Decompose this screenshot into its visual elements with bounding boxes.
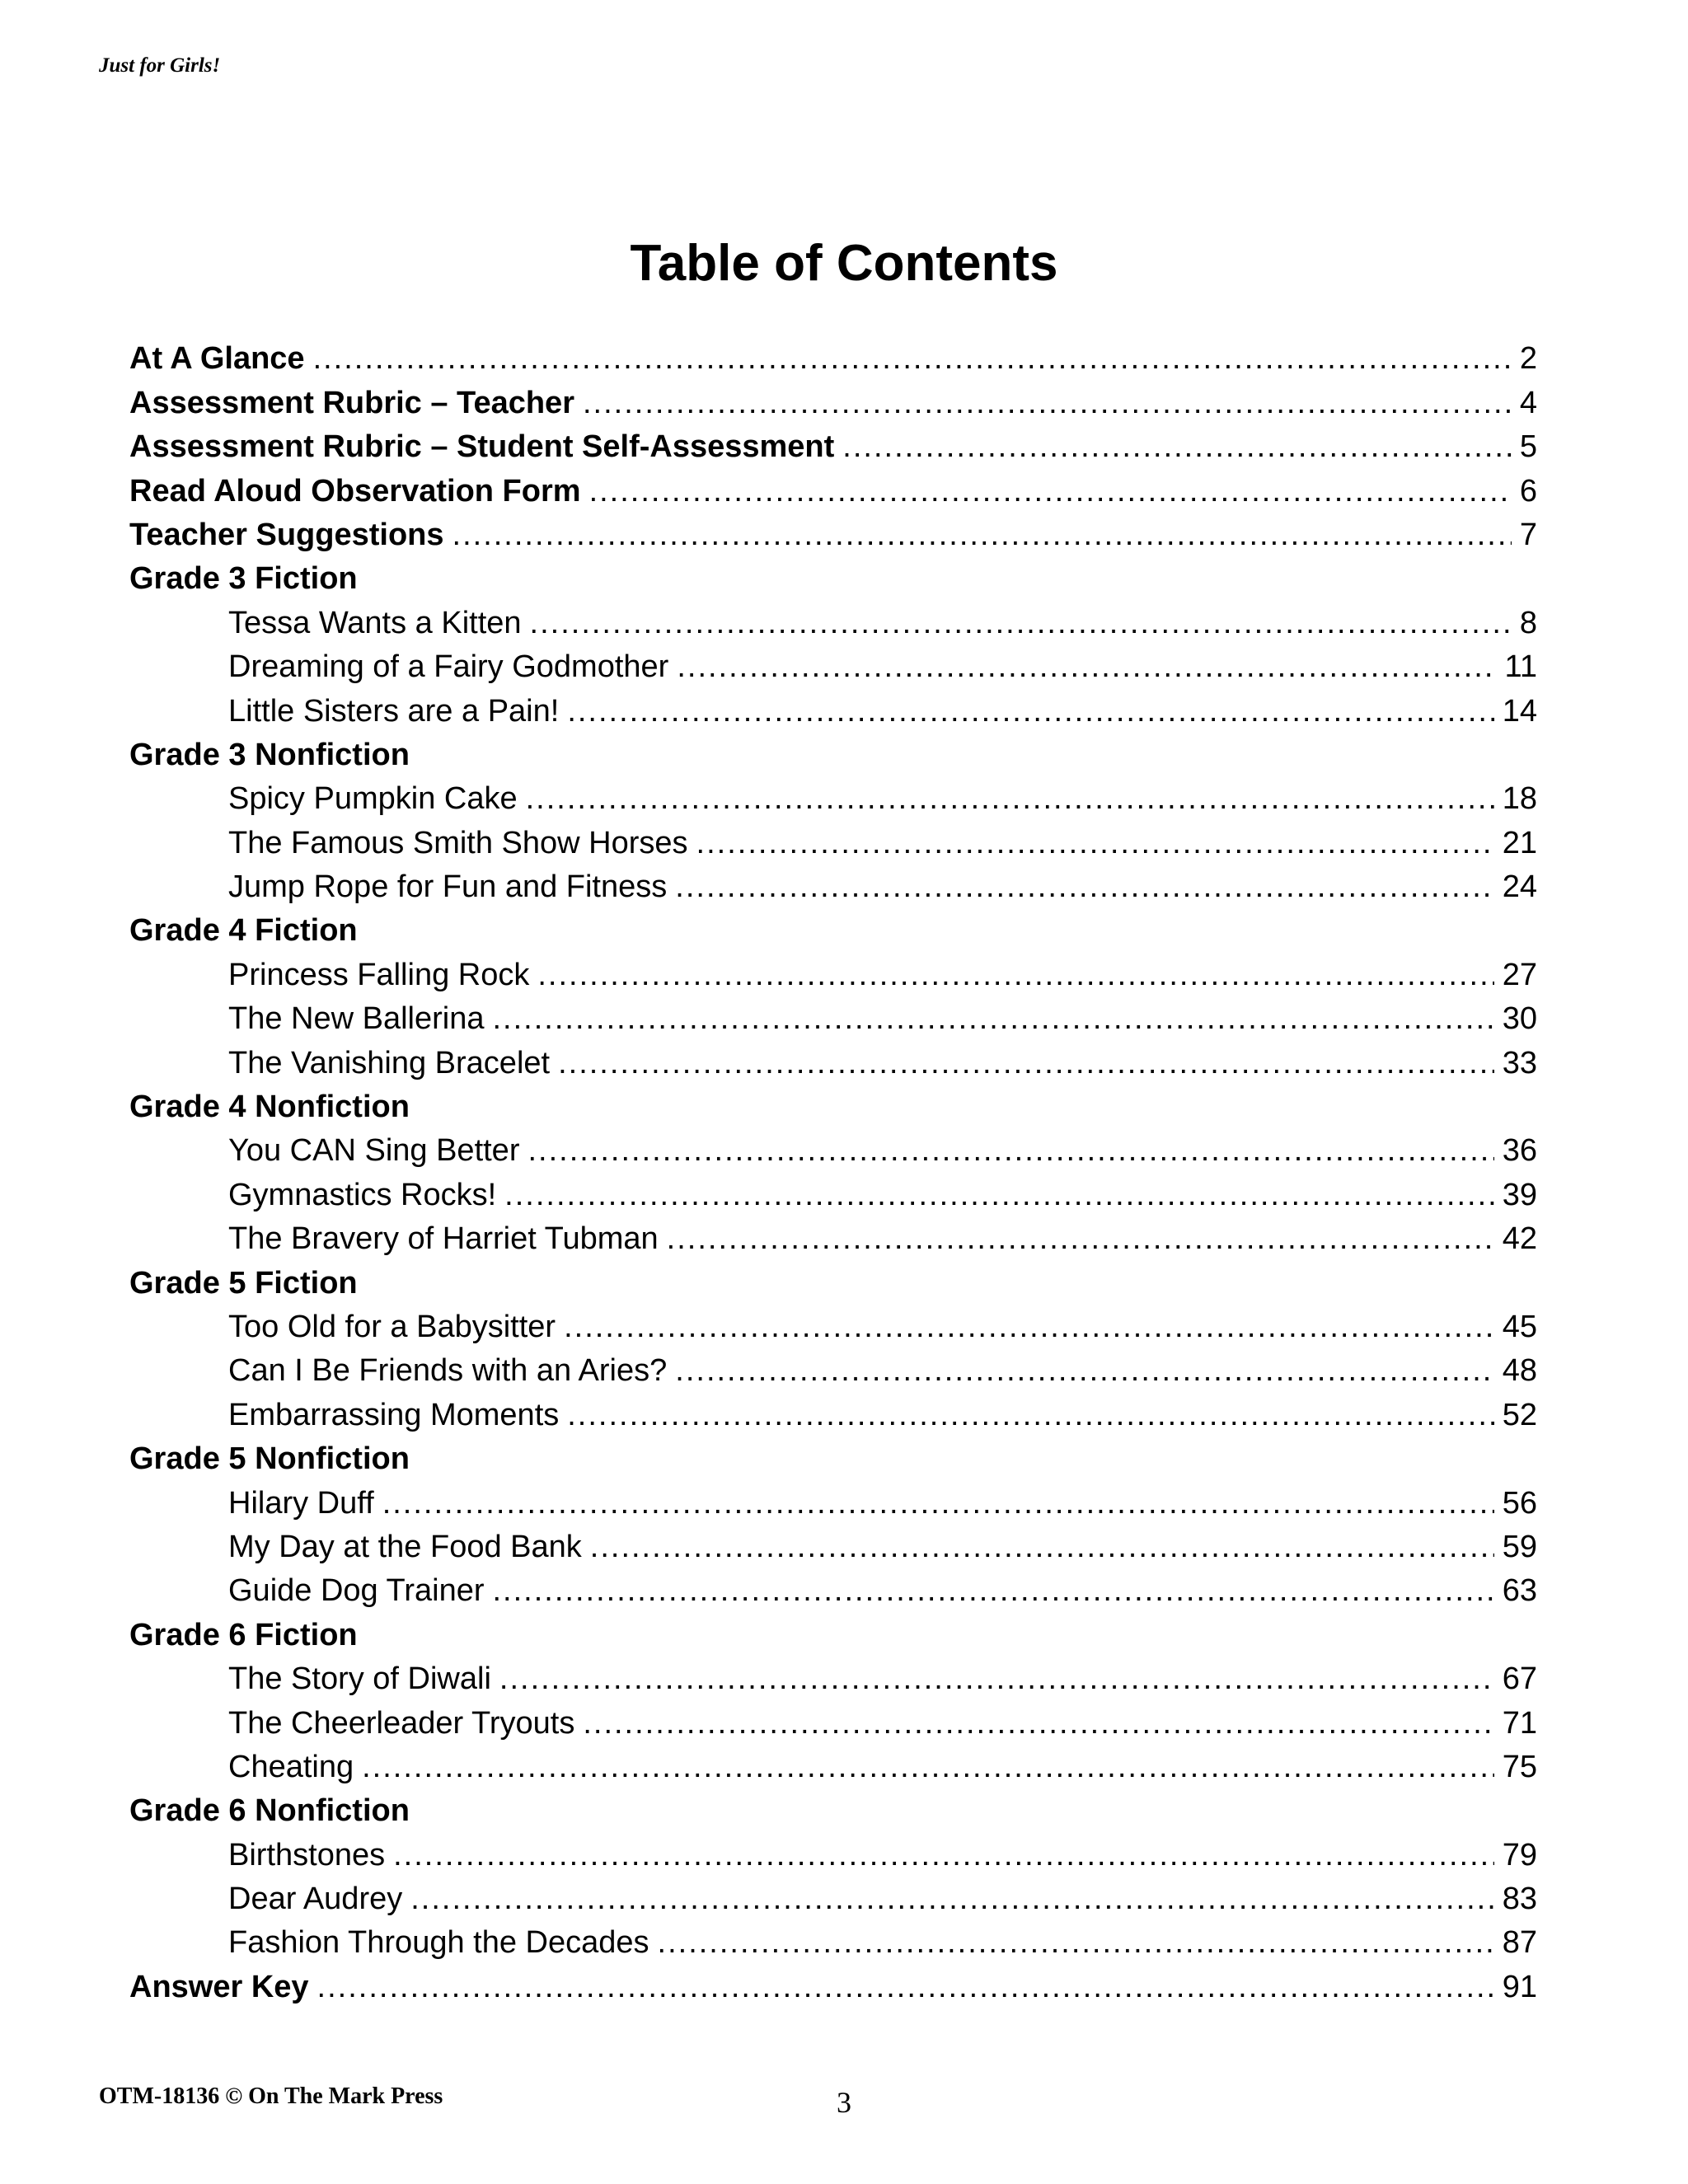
- toc-page-number: 45: [1502, 1309, 1537, 1344]
- toc-entry-title: Jump Rope for Fun and Fitness: [228, 869, 668, 905]
- toc-entry-title: Little Sisters are a Pain!: [228, 693, 560, 729]
- toc-page-number: 5: [1519, 429, 1537, 465]
- toc-section-heading: [129, 1610, 1537, 1653]
- dot-leader: [382, 1484, 1494, 1522]
- toc-entry-title: Assessment Rubric – Student Self-Assessment: [129, 429, 835, 465]
- dot-leader: [677, 648, 1496, 686]
- toc-entry: [129, 1478, 1537, 1521]
- toc-entry: [129, 1742, 1537, 1786]
- toc-page-number: 36: [1502, 1133, 1537, 1169]
- toc-entry-title: Grade 6 Fiction: [129, 1617, 358, 1652]
- toc-entry-title: The Story of Diwali: [228, 1661, 491, 1697]
- toc-page-number: 4: [1519, 385, 1537, 420]
- dot-leader: [493, 1572, 1494, 1610]
- toc-entry-title: At A Glance: [129, 341, 305, 377]
- toc-section-entry: [129, 377, 1537, 421]
- toc-entry: [129, 862, 1537, 906]
- toc-entry-title: Cheating: [228, 1749, 354, 1784]
- toc-page-number: 6: [1519, 473, 1537, 509]
- dot-leader: [590, 1528, 1494, 1566]
- dot-leader: [675, 868, 1493, 906]
- toc-entry-title: Grade 4 Nonfiction: [129, 1090, 410, 1125]
- toc-page-number: 63: [1502, 1573, 1537, 1609]
- toc-entry: [129, 1038, 1537, 1081]
- toc-entry: [129, 598, 1537, 641]
- toc-page-number: 8: [1519, 605, 1537, 640]
- toc-entry: [129, 1874, 1537, 1918]
- toc-entry: [129, 949, 1537, 993]
- toc-entry-title: Read Aloud Observation Form: [129, 473, 581, 509]
- dot-leader: [567, 1396, 1493, 1434]
- dot-leader: [393, 1836, 1494, 1874]
- toc-page-number: 52: [1502, 1397, 1537, 1432]
- toc-entry-title: My Day at the Food Bank: [228, 1529, 582, 1564]
- toc-entry: [129, 774, 1537, 818]
- toc-entry-title: Teacher Suggestions: [129, 517, 444, 552]
- toc-page-number: 18: [1502, 781, 1537, 817]
- toc-page-number: 42: [1502, 1221, 1537, 1257]
- toc-entry-title: Hilary Duff: [228, 1485, 374, 1521]
- toc-entry-title: The Cheerleader Tryouts: [228, 1705, 575, 1741]
- dot-leader: [658, 1924, 1494, 1961]
- toc-section-entry: [129, 1961, 1537, 2005]
- dot-leader: [499, 1660, 1494, 1698]
- dot-leader: [537, 956, 1493, 994]
- toc-page-number: 39: [1502, 1177, 1537, 1212]
- dot-leader: [564, 1308, 1494, 1346]
- table-of-contents: [129, 334, 1537, 2006]
- toc-entry-title: Grade 6 Nonfiction: [129, 1793, 410, 1829]
- toc-entry: [129, 1169, 1537, 1213]
- dot-leader: [567, 692, 1493, 730]
- toc-entry-title: Guide Dog Trainer: [228, 1573, 485, 1609]
- footer-page-number: 3: [837, 2086, 851, 2119]
- toc-entry: [129, 686, 1537, 729]
- toc-page-number: 59: [1502, 1529, 1537, 1564]
- dot-leader: [696, 824, 1494, 862]
- dot-leader: [558, 1044, 1494, 1082]
- dot-leader: [842, 428, 1512, 466]
- dot-leader: [452, 516, 1512, 554]
- toc-entry: [129, 1390, 1537, 1433]
- toc-entry-title: Gymnastics Rocks!: [228, 1177, 497, 1212]
- toc-entry-title: The Vanishing Bracelet: [228, 1045, 551, 1080]
- toc-page-number: 56: [1502, 1485, 1537, 1521]
- toc-page-number: 79: [1502, 1837, 1537, 1872]
- dot-leader: [530, 604, 1512, 642]
- toc-entry: [129, 1566, 1537, 1610]
- toc-page-number: 67: [1502, 1661, 1537, 1697]
- dot-leader: [410, 1880, 1493, 1918]
- toc-entry-title: Embarrassing Moments: [228, 1397, 560, 1432]
- toc-page-number: 87: [1502, 1925, 1537, 1961]
- toc-entry-title: Grade 3 Nonfiction: [129, 737, 410, 772]
- toc-page-number: 11: [1504, 649, 1537, 685]
- toc-entry-title: Birthstones: [228, 1837, 386, 1872]
- dot-leader: [362, 1748, 1494, 1786]
- toc-page-number: 75: [1502, 1749, 1537, 1784]
- dot-leader: [583, 384, 1512, 422]
- dot-leader: [528, 1132, 1493, 1169]
- toc-entry: [129, 1830, 1537, 1873]
- toc-page-number: 21: [1502, 825, 1537, 860]
- toc-entry-title: Dreaming of a Fairy Godmother: [228, 649, 669, 685]
- dot-leader: [317, 1968, 1494, 2006]
- toc-section-heading: [129, 1434, 1537, 1478]
- toc-entry-title: Tessa Wants a Kitten: [228, 605, 522, 640]
- toc-entry-title: Dear Audrey: [228, 1882, 403, 1917]
- toc-entry-title: Answer Key: [129, 1969, 309, 2004]
- toc-page-number: 33: [1502, 1045, 1537, 1080]
- toc-entry: [129, 1918, 1537, 1961]
- toc-page-number: 2: [1519, 341, 1537, 377]
- dot-leader: [504, 1176, 1494, 1214]
- toc-entry: [129, 1698, 1537, 1741]
- toc-section-heading: [129, 730, 1537, 774]
- toc-entry-title: Fashion Through the Decades: [228, 1925, 649, 1961]
- toc-entry-title: Can I Be Friends with an Aries?: [228, 1353, 668, 1389]
- toc-entry: [129, 642, 1537, 686]
- toc-section-entry: [129, 334, 1537, 377]
- toc-section-entry: [129, 466, 1537, 509]
- toc-section-heading: [129, 554, 1537, 598]
- running-header: Just for Girls!: [99, 54, 221, 77]
- toc-entry: [129, 818, 1537, 861]
- toc-entry-title: Grade 3 Fiction: [129, 561, 358, 597]
- toc-page-number: 83: [1502, 1882, 1537, 1917]
- toc-section-heading: [129, 1082, 1537, 1126]
- toc-page-number: 71: [1502, 1705, 1537, 1741]
- toc-entry: [129, 994, 1537, 1038]
- toc-entry-title: Grade 4 Fiction: [129, 913, 358, 949]
- dot-leader: [492, 1000, 1493, 1038]
- toc-entry-title: Princess Falling Rock: [228, 957, 530, 992]
- toc-entry: [129, 1126, 1537, 1169]
- footer-copyright: OTM-18136 © On The Mark Press: [99, 2083, 443, 2109]
- toc-entry-title: The Bravery of Harriet Tubman: [228, 1221, 659, 1257]
- toc-entry-title: Grade 5 Nonfiction: [129, 1441, 410, 1477]
- toc-section-heading: [129, 1786, 1537, 1830]
- dot-leader: [589, 472, 1512, 510]
- toc-entry: [129, 1522, 1537, 1566]
- toc-entry-title: Assessment Rubric – Teacher: [129, 385, 574, 420]
- toc-entry-title: Too Old for a Babysitter: [228, 1309, 556, 1344]
- toc-section-entry: [129, 510, 1537, 554]
- toc-entry: [129, 1214, 1537, 1258]
- dot-leader: [667, 1220, 1494, 1258]
- toc-entry-title: The Famous Smith Show Horses: [228, 825, 688, 860]
- toc-entry: [129, 1346, 1537, 1390]
- toc-page-number: 24: [1502, 869, 1537, 905]
- dot-leader: [526, 780, 1494, 818]
- toc-entry: [129, 1654, 1537, 1698]
- dot-leader: [675, 1352, 1493, 1390]
- toc-section-heading: [129, 906, 1537, 949]
- dot-leader: [313, 340, 1512, 377]
- toc-section-heading: [129, 1258, 1537, 1301]
- toc-entry-title: Grade 5 Fiction: [129, 1265, 358, 1301]
- toc-entry-title: Spicy Pumpkin Cake: [228, 781, 518, 817]
- toc-page-number: 48: [1502, 1353, 1537, 1389]
- toc-page-number: 30: [1502, 1001, 1537, 1037]
- toc-page-number: 7: [1519, 517, 1537, 552]
- toc-section-entry: [129, 422, 1537, 466]
- toc-entry-title: The New Ballerina: [228, 1001, 485, 1037]
- toc-entry-title: You CAN Sing Better: [228, 1133, 520, 1169]
- page-title: Table of Contents: [630, 235, 1058, 292]
- dot-leader: [583, 1704, 1493, 1742]
- toc-page-number: 27: [1502, 957, 1537, 992]
- toc-page-number: 91: [1502, 1969, 1537, 2004]
- toc-page-number: 14: [1502, 693, 1537, 729]
- toc-entry: [129, 1302, 1537, 1346]
